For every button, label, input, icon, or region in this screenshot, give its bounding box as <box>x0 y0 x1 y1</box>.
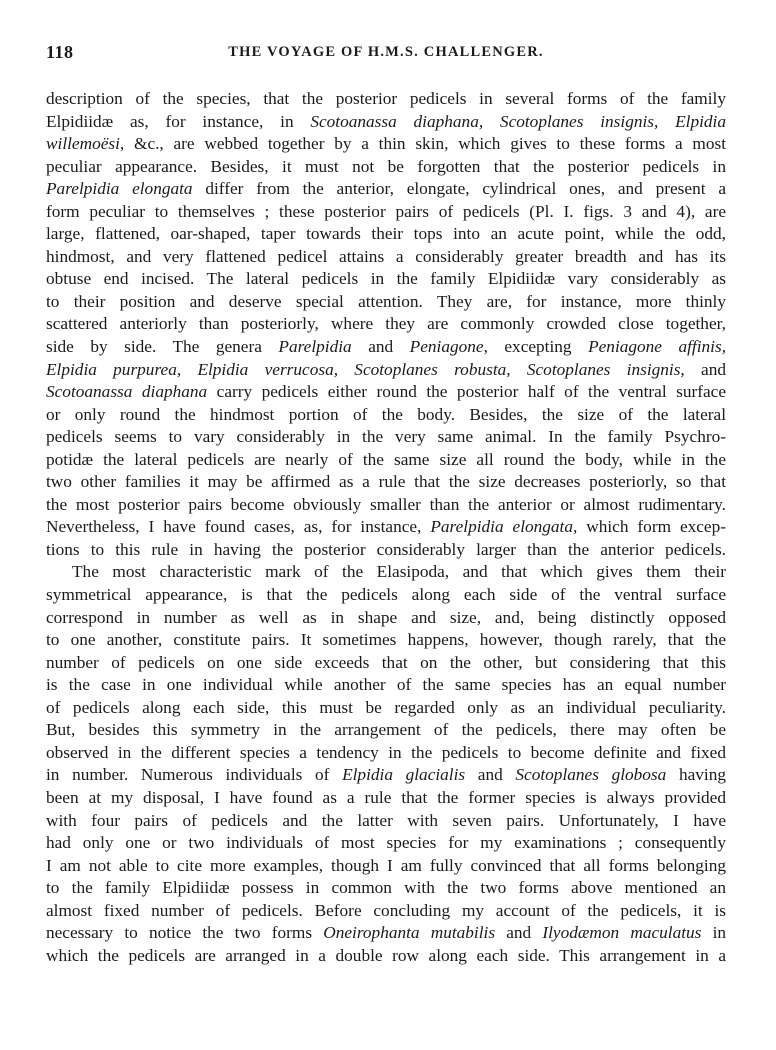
text-run: two other families it may be affirmed as a rule that the size decreases posteriorly, so that <box>46 472 726 492</box>
running-title: THE VOYAGE OF H.M.S. CHALLENGER. <box>228 44 544 60</box>
text-run: , &c., are webbed together by a thin skin, which gives to these forms a most <box>119 134 726 154</box>
text-run: been at my disposal, I have found as a rule that the former species is always provided <box>46 787 726 807</box>
text-run: to their position and deserve special attention. They are, for instance, more thinly <box>46 291 726 311</box>
text-line <box>46 268 726 291</box>
italic-text: Elpidia purpurea, Elpidia verrucosa, Scotoplanes robusta, Scotoplanes insignis, <box>46 359 685 379</box>
text-run: carry pedicels either round the posterior half of the ventral surface <box>207 382 726 402</box>
text-run: side by side. The genera <box>46 337 279 357</box>
text-run: and <box>465 765 516 785</box>
text-run: correspond in number as well as in shape and size, and, being distinctly opposed <box>46 607 726 627</box>
text-line <box>46 426 726 449</box>
text-line <box>46 561 726 584</box>
italic-text: Peniagone <box>409 337 484 357</box>
text-run: pedicels seems to vary considerably in the very same animal. In the family Psychro- <box>46 427 726 447</box>
text-line <box>46 111 726 134</box>
text-run: , excepting <box>483 337 589 357</box>
text-line <box>46 223 726 246</box>
text-run: had only one or two individuals of most species for my examinations ; consequently <box>46 833 726 853</box>
text-line <box>46 336 726 359</box>
text-run: The most characteristic mark of the Elasipoda, and that which gives them their <box>72 562 726 582</box>
text-line <box>46 674 726 697</box>
italic-text: Peniagone affinis, <box>588 337 727 357</box>
text-run: to the family Elpidiidæ possess in common with the two forms above mentioned an <box>46 878 726 898</box>
text-line <box>46 810 726 833</box>
text-line <box>46 607 726 630</box>
text-run: or only round the hindmost portion of the body. Besides, the size of the lateral <box>46 404 726 424</box>
text-run: potidæ the lateral pedicels are nearly of the same size all round the body, while in the <box>46 449 726 469</box>
text-run: tions to this rule in having the posterior considerably larger than the anterior pedicels. <box>46 539 726 559</box>
text-run: Elpidiidæ as, for instance, in <box>46 111 311 131</box>
text-run: form peculiar to themselves ; these posterior pairs of pedicels (Pl. I. figs. 3 and 4), are <box>46 201 726 221</box>
text-line <box>46 291 726 314</box>
text-line <box>46 629 726 652</box>
text-run: almost fixed number of pedicels. Before concluding my account of the pedicels, it is <box>46 900 726 920</box>
text-run: I am not able to cite more examples, though I am fully convinced that all forms belonging <box>46 855 726 875</box>
text-run: number of pedicels on one side exceeds that on the other, but considering that this <box>46 652 726 672</box>
text-run: in number. Numerous individuals of <box>46 765 343 785</box>
text-run: peculiar appearance. Besides, it must not be forgotten that the posterior pedicels in <box>46 156 726 176</box>
text-line <box>46 88 726 111</box>
text-line <box>46 178 726 201</box>
text-run: But, besides this symmetry in the arrangement of the pedicels, there may often be <box>46 720 726 740</box>
text-run: obtuse end incised. The lateral pedicels in the family Elpidiidæ vary considerably as <box>46 269 726 289</box>
page-header <box>46 42 726 68</box>
text-run: which the pedicels are arranged in a double row along each side. This arrangement in a <box>46 945 726 965</box>
text-line <box>46 922 726 945</box>
text-line <box>46 832 726 855</box>
text-run: the most posterior pairs become obviously smaller than the anterior or almost rudimentary. <box>46 494 726 514</box>
text-run: with four pairs of pedicels and the latter with seven pairs. Unfortunately, I have <box>46 810 726 830</box>
text-run: description of the species, that the posterior pedicels in several forms of the family <box>46 89 726 108</box>
text-run: to one another, constitute pairs. It sometimes happens, however, though rarely, that the <box>46 630 726 650</box>
text-line <box>46 855 726 878</box>
page <box>46 42 726 967</box>
text-run: observed in the different species a tendency in the pedicels to become definite and fixed <box>46 742 726 762</box>
text-line <box>46 201 726 224</box>
text-line <box>46 359 726 382</box>
text-line <box>46 742 726 765</box>
text-run: symmetrical appearance, is that the pedicels along each side of the ventral surface <box>46 585 726 605</box>
text-line <box>46 404 726 427</box>
italic-text: Parelpidia elongata <box>430 517 573 537</box>
italic-text: Parelpidia <box>278 337 352 357</box>
text-line <box>46 764 726 787</box>
italic-text: Ilyodæmon maculatus <box>542 923 702 943</box>
text-run: large, flattened, oar-shaped, taper towards their tops into an acute point, while the odd, <box>46 224 726 244</box>
text-line <box>46 494 726 517</box>
italic-text: Scotoanassa diaphana <box>46 382 208 402</box>
italic-text: Elpidia glacialis <box>342 765 466 785</box>
page-number: 118 <box>46 42 74 62</box>
text-line <box>46 449 726 472</box>
text-run: , which form excep- <box>573 517 726 537</box>
text-run: in <box>701 923 727 943</box>
text-line <box>46 877 726 900</box>
text-run: scattered anteriorly than posteriorly, where they are commonly crowded close together, <box>46 314 726 334</box>
text-line <box>46 539 726 562</box>
paragraph <box>46 561 726 967</box>
text-line <box>46 719 726 742</box>
text-run: hindmost, and very flattened pedicel attains a considerably greater breadth and has its <box>46 246 726 266</box>
text-line <box>46 156 726 179</box>
paragraph <box>46 88 726 561</box>
italic-text: Oneirophanta mutabilis <box>323 923 496 943</box>
text-run: necessary to notice the two forms <box>46 923 324 943</box>
text-line <box>46 652 726 675</box>
body-text <box>46 88 726 967</box>
text-run: having <box>666 765 727 785</box>
text-run: is the case in one individual while another of the same species has an equal number <box>46 675 726 695</box>
text-run: differ from the anterior, elongate, cylindrical ones, and present a <box>192 179 726 199</box>
text-line <box>46 945 726 968</box>
text-line <box>46 246 726 269</box>
text-run: and <box>351 337 410 357</box>
italic-text: Parelpidia elongata <box>46 179 193 199</box>
italic-text: Scotoanassa diaphana, Scotoplanes insignis, Elpidia <box>310 111 726 131</box>
text-line <box>46 787 726 810</box>
text-line <box>46 471 726 494</box>
text-run: and <box>684 359 726 379</box>
text-line <box>46 584 726 607</box>
text-run: Nevertheless, I have found cases, as, for instance, <box>46 517 431 537</box>
text-line <box>46 133 726 156</box>
italic-text: willemoësi <box>46 134 120 154</box>
text-line <box>46 900 726 923</box>
text-line <box>46 516 726 539</box>
text-run: and <box>495 923 543 943</box>
text-line <box>46 697 726 720</box>
italic-text: Scotoplanes globosa <box>515 765 667 785</box>
text-line <box>46 313 726 336</box>
text-line <box>46 381 726 404</box>
text-run: of pedicels along each side, this must be regarded only as an individual peculiarity. <box>46 697 726 717</box>
